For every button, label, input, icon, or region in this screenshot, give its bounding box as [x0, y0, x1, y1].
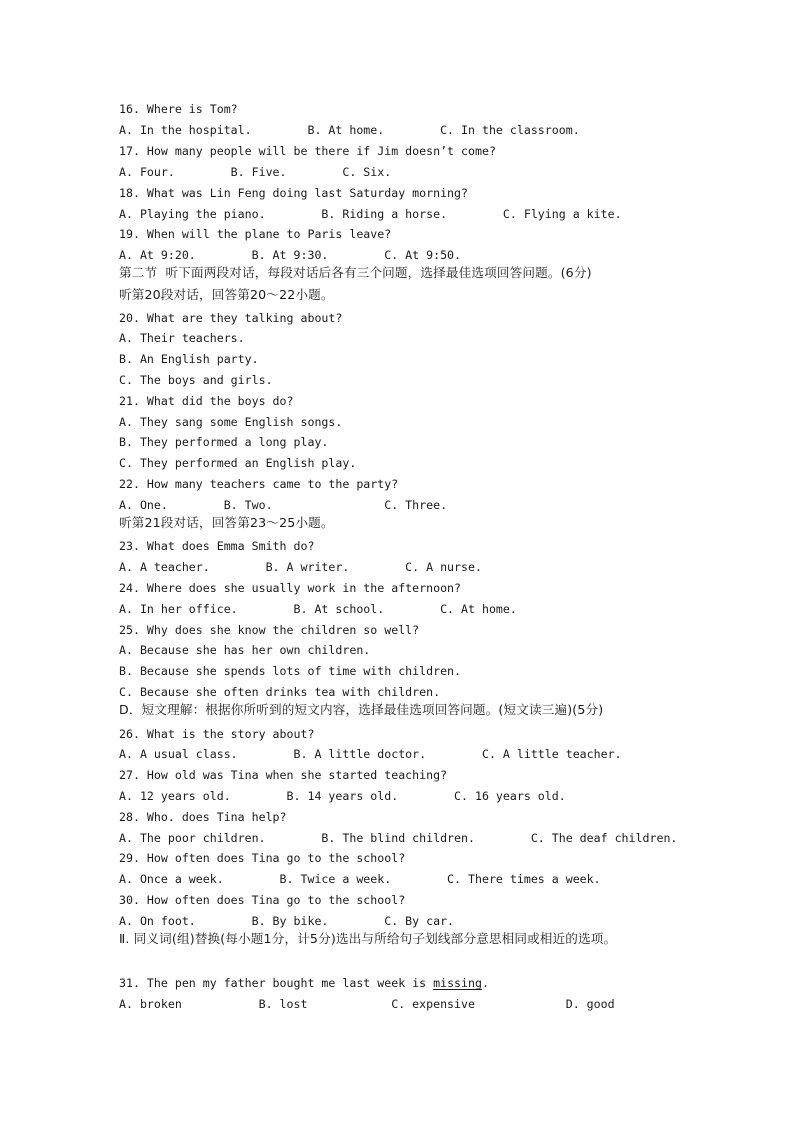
options-16: A. In the hospital. B. At home. C. In the classroom.	[119, 123, 580, 137]
question-24: 24. Where does she usually work in the afternoon?	[119, 581, 462, 595]
question-17: 17. How many people will be there if Jim doesn’t come?	[119, 144, 496, 158]
options-18: A. Playing the piano. B. Riding a horse. C. Flying a kite.	[119, 207, 622, 221]
option-20c: C. The boys and girls.	[119, 373, 273, 387]
question-31-prefix: 31. The pen my father bought me last week is	[119, 976, 434, 990]
options-24: A. In her office. B. At school. C. At home.	[119, 602, 517, 616]
options-27: A. 12 years old. B. 14 years old. C. 16 years old.	[119, 789, 566, 803]
option-21b: B. They performed a long play.	[119, 435, 329, 449]
question-30: 30. How often does Tina go to the school?	[119, 893, 406, 907]
options-29: A. Once a week. B. Twice a week. C. There times a week.	[119, 872, 601, 886]
underlined-word: missing	[433, 976, 482, 990]
section-2-heading: 第二节 听下面两段对话，每段对话后各有三个问题，选择最佳选项回答问题。(6分)	[119, 265, 592, 280]
question-22: 22. How many teachers came to the party?	[119, 477, 399, 491]
options-26: A. A usual class. B. A little doctor. C. A little teacher.	[119, 747, 622, 761]
options-17: A. Four. B. Five. C. Six.	[119, 165, 392, 179]
options-30: A. On foot. B. By bike. C. By car.	[119, 914, 455, 928]
options-31: A. broken B. lost C. expensive D. good	[119, 997, 615, 1011]
options-19: A. At 9:20. B. At 9:30. C. At 9:50.	[119, 248, 462, 262]
question-25: 25. Why does she know the children so well?	[119, 623, 420, 637]
dialogue-21-instruction: 听第21段对话，回答第23～25小题。	[119, 515, 334, 530]
option-21c: C. They performed an English play.	[119, 456, 357, 470]
options-22: A. One. B. Two. C. Three.	[119, 498, 448, 512]
option-25a: A. Because she has her own children.	[119, 643, 371, 657]
question-18: 18. What was Lin Feng doing last Saturday morning?	[119, 186, 469, 200]
question-31	[119, 975, 489, 991]
option-21a: A. They sang some English songs.	[119, 415, 343, 429]
question-16: 16. Where is Tom?	[119, 102, 238, 116]
option-25c: C. Because she often drinks tea with children.	[119, 685, 441, 699]
dialogue-20-instruction: 听第20段对话，回答第20～22小题。	[119, 287, 334, 302]
option-20a: A. Their teachers.	[119, 331, 245, 345]
question-23: 23. What does Emma Smith do?	[119, 539, 315, 553]
question-29: 29. How often does Tina go to the school?	[119, 851, 406, 865]
option-25b: B. Because she spends lots of time with children.	[119, 664, 462, 678]
question-20: 20. What are they talking about?	[119, 311, 343, 325]
section-d-heading: D．短文理解：根据你所听到的短文内容，选择最佳选项回答问题。(短文读三遍)(5分)	[119, 702, 604, 717]
options-28: A. The poor children. B. The blind children. C. The deaf children.	[119, 831, 678, 845]
question-31-suffix: .	[481, 976, 489, 990]
part-2-heading: Ⅱ. 同义词(组)替换(每小题1分，计5分)选出与所给句子划线部分意思相同或相近的选项。	[119, 931, 617, 946]
options-23: A. A teacher. B. A writer. C. A nurse.	[119, 560, 482, 574]
question-26: 26. What is the story about?	[119, 727, 315, 741]
question-28: 28. Who. does Tina help?	[119, 810, 287, 824]
option-20b: B. An English party.	[119, 352, 259, 366]
question-19: 19. When will the plane to Paris leave?	[119, 227, 392, 241]
question-21: 21. What did the boys do?	[119, 394, 294, 408]
question-27: 27. How old was Tina when she started teaching?	[119, 768, 448, 782]
